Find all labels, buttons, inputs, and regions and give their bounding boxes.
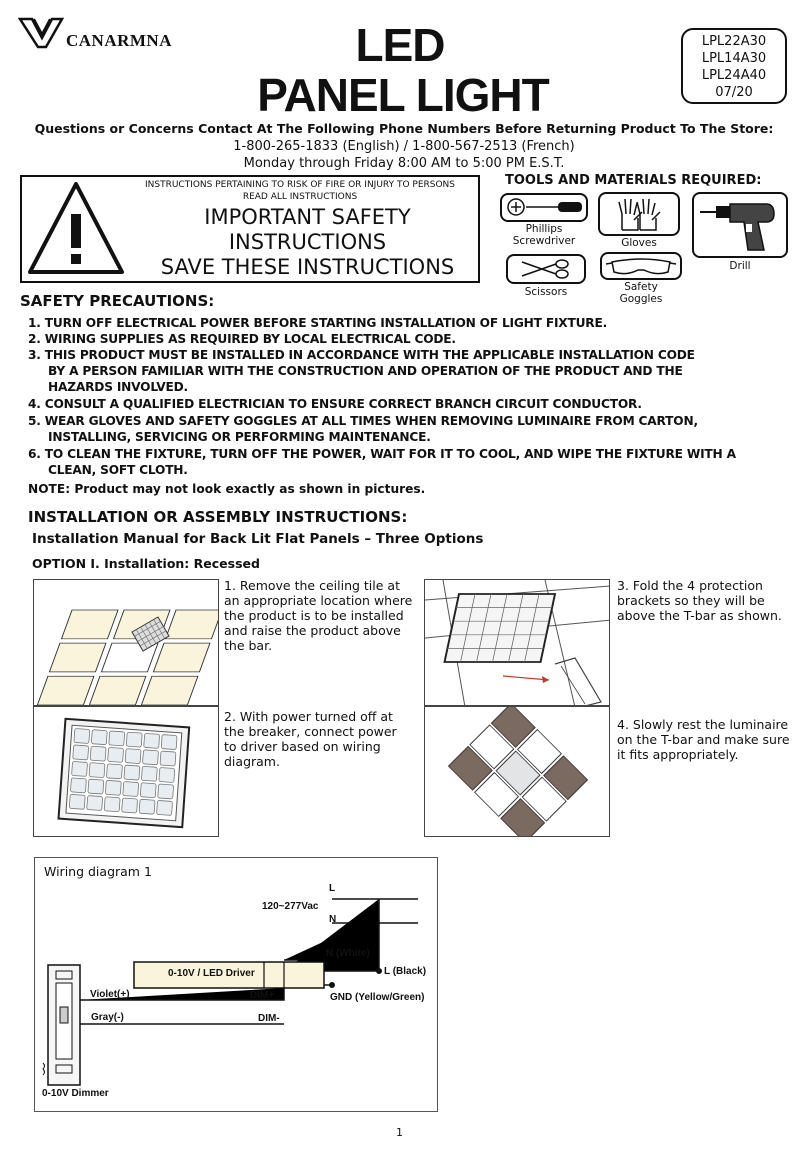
step-2-text: 2. With power turned off at the breaker, connect power to driver based on wiring diagram.	[224, 709, 397, 769]
safety-item: INSTALLING, SERVICING OR PERFORMING MAINTENANCE.	[48, 430, 431, 444]
drill-icon	[694, 194, 786, 256]
ground-wire-label: GND (Yellow/Green)	[330, 992, 425, 1003]
option-title: OPTION I. Installation: Recessed	[32, 556, 260, 571]
dimmer-label: 0-10V Dimmer	[42, 1088, 109, 1099]
step-3-illustration	[424, 579, 610, 706]
installation-heading: INSTALLATION OR ASSEMBLY INSTRUCTIONS:	[28, 508, 408, 526]
step-1-illustration	[33, 579, 219, 706]
contact-heading: Questions or Concerns Contact At The Following Phone Numbers Before Returning Product To The Store:	[34, 121, 774, 136]
warning-note: READ ALL INSTRUCTIONS	[242, 192, 358, 202]
page-number: 1	[396, 1126, 403, 1139]
product-note: NOTE: Product may not look exactly as shown in pictures.	[28, 482, 426, 496]
contact-hours: Monday through Friday 8:00 AM to 5:00 PM E.S.T.	[243, 156, 565, 171]
canarmna-logo-icon	[18, 16, 64, 50]
safety-item: 2. WIRING SUPPLIES AS REQUIRED BY LOCAL ELECTRICAL CODE.	[28, 332, 456, 346]
warning-heading: IMPORTANT SAFETY	[204, 205, 411, 229]
dimmer-switch-icon	[43, 965, 80, 1085]
revision-date: 07/20	[715, 85, 753, 100]
model-number: LPL24A40	[701, 68, 767, 83]
wiring-diagram	[34, 857, 438, 1112]
step-4-text: 4. Slowly rest the luminaire on the T-bar and make sure it fits appropriately.	[617, 717, 790, 762]
goggles-tool	[600, 252, 682, 280]
safety-item: 4. CONSULT A QUALIFIED ELECTRICIAN TO ENSURE CORRECT BRANCH CIRCUIT CONDUCTOR.	[28, 397, 642, 411]
wiring-diagram-title: Wiring diagram 1	[44, 864, 152, 879]
step-1-text: 1. Remove the ceiling tile at an appropriate location where the product is to be installed and raise the product above the bar.	[224, 578, 413, 653]
safety-item: 6. TO CLEAN THE FIXTURE, TURN OFF THE POWER, WAIT FOR IT TO COOL, AND WIPE THE FIXTURE WITH A	[28, 447, 736, 461]
screwdriver-icon	[502, 195, 586, 220]
page-title-line1: LED	[355, 19, 445, 71]
safety-item: 1. TURN OFF ELECTRICAL POWER BEFORE STARTING INSTALLATION OF LIGHT FIXTURE.	[28, 316, 608, 330]
contact-phones: 1-800-265-1833 (English) / 1-800-567-2513 (French)	[233, 139, 575, 154]
warning-triangle-icon	[26, 180, 126, 278]
gloves-tool	[598, 192, 680, 236]
line-label: L	[329, 883, 336, 894]
neutral-label: N	[329, 914, 337, 925]
gray-wire-label: Gray(-)	[91, 1012, 124, 1023]
model-number: LPL14A30	[701, 51, 767, 66]
neutral-wire-label: N (White)	[326, 948, 370, 959]
tool-label: Drill	[729, 260, 751, 272]
voltage-label: 120~277Vac	[262, 901, 319, 912]
step-3-text: 3. Fold the 4 protection brackets so they will be above the T-bar as shown.	[617, 578, 782, 623]
warning-note: INSTRUCTIONS PERTAINING TO RISK OF FIRE OR INJURY TO PERSONS	[144, 180, 456, 190]
safety-item: 5. WEAR GLOVES AND SAFETY GOGGLES AT ALL TIMES WHEN REMOVING LUMINAIRE FROM CARTON,	[28, 414, 698, 428]
warning-heading: INSTRUCTIONS	[228, 230, 387, 254]
tools-heading: TOOLS AND MATERIALS REQUIRED:	[505, 173, 762, 188]
gloves-icon	[600, 194, 678, 234]
safety-goggles-icon	[602, 254, 680, 278]
scissors-icon	[508, 256, 584, 282]
warning-heading: SAVE THESE INSTRUCTIONS	[160, 255, 455, 279]
step-4-illustration	[424, 706, 610, 837]
safety-item: CLEAN, SOFT CLOTH.	[48, 463, 188, 477]
page-title-line2: PANEL LIGHT	[257, 69, 549, 121]
model-number: LPL22A30	[701, 34, 767, 49]
safety-item: BY A PERSON FAMILIAR WITH THE CONSTRUCTION AND OPERATION OF THE PRODUCT AND THE	[48, 364, 683, 378]
scissors-tool	[506, 254, 586, 284]
violet-wire-label: Violet(+)	[90, 989, 130, 1000]
brand-name: CANARMNA	[66, 31, 172, 50]
tool-label: Phillips Screwdriver	[512, 223, 576, 247]
step-2-illustration	[33, 706, 219, 837]
driver-label: 0-10V / LED Driver	[168, 968, 255, 979]
model-number-box	[681, 28, 787, 104]
screwdriver-tool	[500, 193, 588, 222]
line-wire-label: L (Black)	[384, 966, 427, 977]
dim-minus-label: DIM-	[258, 1013, 280, 1024]
safety-item: 3. THIS PRODUCT MUST BE INSTALLED IN ACCORDANCE WITH THE APPLICABLE INSTALLATION CODE	[28, 348, 695, 362]
dim-plus-label: DIM+	[250, 990, 275, 1001]
tool-label: Gloves	[621, 237, 657, 249]
tool-label: Safety Goggles	[619, 281, 663, 305]
tool-label: Scissors	[524, 286, 568, 298]
safety-heading: SAFETY PRECAUTIONS:	[20, 292, 215, 310]
safety-item: HAZARDS INVOLVED.	[48, 380, 188, 394]
installation-subheading: Installation Manual for Back Lit Flat Panels – Three Options	[32, 531, 484, 547]
drill-tool	[692, 192, 788, 258]
